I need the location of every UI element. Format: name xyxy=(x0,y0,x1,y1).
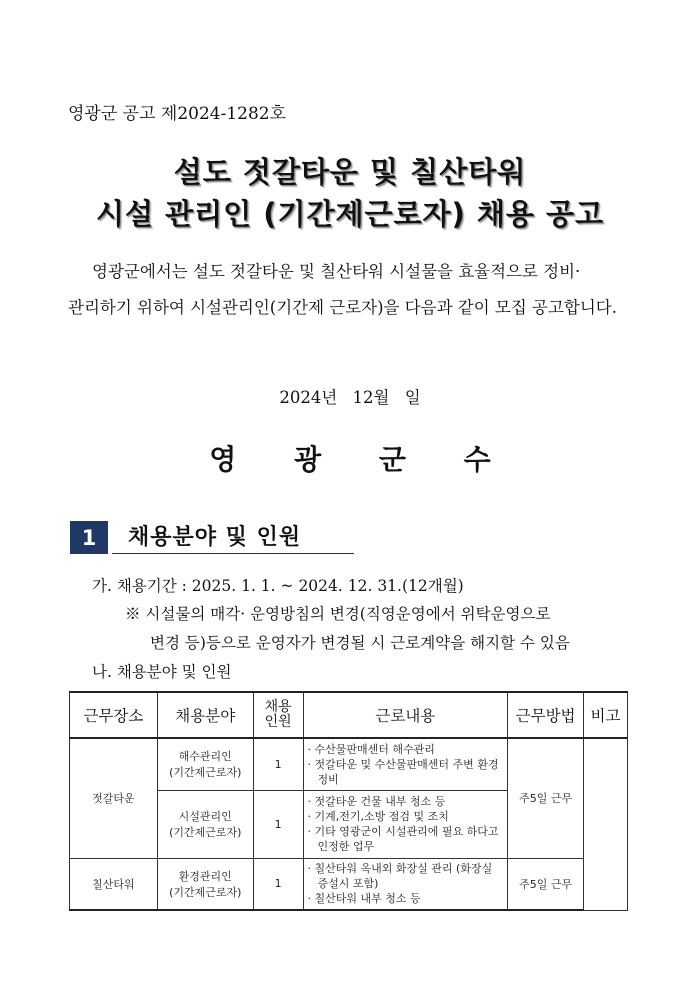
note-line-2: 변경 등)등으로 운영자가 변경될 시 근로계약을 해지할 수 있음 xyxy=(150,634,570,652)
signer: 영 광 군 수 xyxy=(209,443,515,476)
duty-item: · 젓갈타운 및 수산물판매센터 주변 환경정비 xyxy=(307,757,499,786)
header-remark: 비고 xyxy=(584,692,628,738)
table-row xyxy=(70,738,628,790)
header-count-line-2: 인원 xyxy=(264,714,292,730)
cell-field xyxy=(157,790,253,858)
header-place: 근무장소 xyxy=(70,692,158,738)
cell-duties xyxy=(303,738,508,790)
title-line-1: 설도 젓갈타운 및 칠산타워 xyxy=(173,155,527,189)
title-line-2: 시설 관리인 (기간제근로자) 채용 공고 xyxy=(95,197,605,231)
field-type: (기간제근로자) xyxy=(169,826,242,839)
cell-field xyxy=(157,738,253,790)
notice-number: 영광군 공고 제2024-1282호 xyxy=(68,104,287,124)
cell-duties xyxy=(303,790,508,858)
section-title: 채용분야 및 인원 xyxy=(128,525,302,550)
recruitment-table xyxy=(69,691,628,911)
cell-field xyxy=(157,858,253,910)
recruit-field-heading: 나. 채용분야 및 인원 xyxy=(92,663,232,681)
section-number-badge: 1 xyxy=(70,521,108,554)
field-name: 환경관리인 xyxy=(178,869,232,883)
intro-line-2: 관리하기 위하여 시설관리인(기간제 근로자)을 다음과 같이 모집 공고합니다. xyxy=(68,298,617,317)
header-count xyxy=(253,692,303,738)
notice-date: 2024년 12월 일 xyxy=(279,388,421,407)
cell-remark xyxy=(584,738,628,910)
duty-item: · 칠산타워 내부 청소 등 xyxy=(307,892,421,906)
field-name: 해수관리인 xyxy=(178,750,232,764)
cell-count: 1 xyxy=(253,790,303,858)
table-header-row xyxy=(70,692,628,738)
field-name: 시설관리인 xyxy=(178,810,232,823)
cell-method: 주5일 근무 xyxy=(508,858,584,910)
cell-place: 칠산타워 xyxy=(70,858,158,910)
cell-count: 1 xyxy=(253,738,303,790)
header-count-line-1: 채용 xyxy=(264,699,292,715)
duty-item: · 기타 영광군이 시설관리에 필요 하다고 인정한 업무 xyxy=(307,825,499,853)
header-field: 채용분야 xyxy=(157,692,253,738)
duty-item: · 수산물판매센터 해수관리 xyxy=(307,742,435,756)
field-type: (기간제근로자) xyxy=(169,766,242,780)
header-duties: 근로내용 xyxy=(303,692,508,738)
note-line-1: ※ 시설물의 매각· 운영방침의 변경(직영운영에서 위탁운영으로 xyxy=(125,605,551,623)
duty-item: · 칠산타워 옥내외 화장실 관리 (화장실 증설시 포함) xyxy=(307,862,493,891)
table-row xyxy=(70,858,628,910)
cell-count: 1 xyxy=(253,858,303,910)
intro-line-1: 영광군에서는 설도 젓갈타운 및 칠산타워 시설물을 효율적으로 정비· xyxy=(92,262,581,281)
section-underline xyxy=(112,553,354,554)
cell-duties xyxy=(303,858,508,910)
duty-item: · 기계,전기,소방 점검 및 조치 xyxy=(307,810,449,823)
header-method: 근무방법 xyxy=(508,692,584,738)
cell-place: 젓갈타운 xyxy=(70,738,158,858)
recruit-period: 가. 채용기간 : 2025. 1. 1. ~ 2024. 12. 31.(12개월) xyxy=(92,577,464,595)
field-type: (기간제근로자) xyxy=(169,885,242,899)
duty-item: · 젓갈타운 건물 내부 청소 등 xyxy=(307,795,446,808)
cell-method: 주5일 근무 xyxy=(508,738,584,858)
